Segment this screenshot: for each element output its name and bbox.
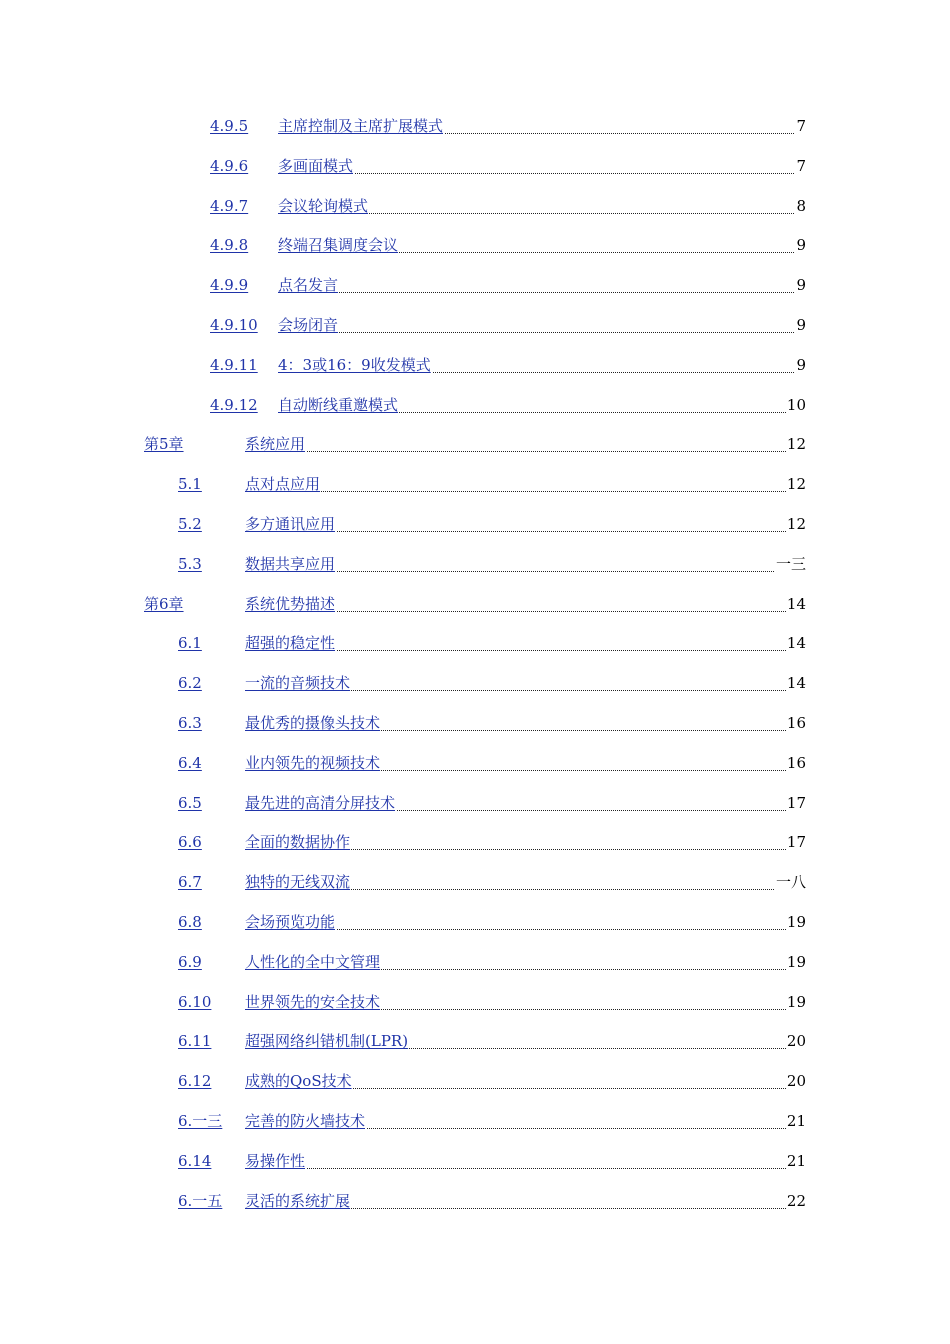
toc-entry-page-number: 20 <box>786 1072 806 1091</box>
toc-entry-number[interactable]: 第6章 <box>144 594 184 613</box>
toc-entry-number[interactable]: 4.9.11 <box>210 355 258 374</box>
toc-entry-title[interactable]: 独特的无线双流 <box>245 873 351 892</box>
toc-entry-number[interactable]: 4.9.7 <box>210 196 249 215</box>
toc-entry-page-number: 12 <box>786 475 806 494</box>
toc-entry-number[interactable]: 6.2 <box>178 674 202 693</box>
toc-entry-number[interactable]: 5.3 <box>178 554 202 573</box>
toc-entry[interactable] <box>0 672 950 712</box>
toc-entry[interactable] <box>0 1070 950 1110</box>
toc-entry-title[interactable]: 超强的稳定性 <box>245 634 336 653</box>
toc-entry-number[interactable]: 5.2 <box>178 514 202 533</box>
toc-entry-page-number: 8 <box>796 196 806 215</box>
toc-entry-page-number: 7 <box>796 117 806 135</box>
toc-dot-leader <box>278 314 800 333</box>
toc-entry-page-number: 22 <box>786 1191 806 1210</box>
toc-entry-page-number: 9 <box>796 236 806 255</box>
toc-entry-title[interactable]: 4：3或16：9收发模式 <box>278 355 431 374</box>
toc-entry-page-number: 9 <box>796 355 806 374</box>
toc-entry[interactable] <box>0 712 950 752</box>
toc-dot-leader <box>278 155 800 174</box>
toc-entry-page-number: 17 <box>786 833 806 852</box>
toc-entry[interactable] <box>0 513 950 553</box>
toc-entry-number[interactable]: 6.5 <box>178 793 202 812</box>
toc-entry[interactable] <box>0 1110 950 1150</box>
toc-entry[interactable] <box>0 274 950 314</box>
table-of-contents <box>0 115 950 1229</box>
toc-entry[interactable] <box>0 1150 950 1190</box>
toc-entry-page-number: 14 <box>786 594 806 613</box>
toc-entry-number[interactable]: 6.8 <box>178 912 202 931</box>
toc-dot-leader <box>245 1150 800 1169</box>
toc-entry-title[interactable]: 会场预览功能 <box>245 912 336 931</box>
toc-entry[interactable] <box>0 234 950 274</box>
toc-entry-number[interactable]: 6.9 <box>178 952 202 971</box>
toc-entry-title[interactable]: 自动断线重邀模式 <box>278 395 399 414</box>
toc-entry-number[interactable]: 6.7 <box>178 873 202 892</box>
toc-entry-page-number: 一三 <box>775 554 806 573</box>
toc-entry[interactable] <box>0 752 950 792</box>
toc-entry-title[interactable]: 多画面模式 <box>278 156 354 175</box>
toc-entry-page-number: 10 <box>786 395 806 414</box>
toc-entry-title[interactable]: 最优秀的摄像头技术 <box>245 713 381 732</box>
toc-entry[interactable] <box>0 1190 950 1230</box>
toc-dot-leader <box>278 274 800 293</box>
toc-entry-title[interactable]: 会场闭音 <box>278 315 339 334</box>
toc-entry-title[interactable]: 会议轮询模式 <box>278 196 369 215</box>
toc-entry-title[interactable]: 系统优势描述 <box>245 594 336 613</box>
toc-entry-number[interactable]: 4.9.12 <box>210 395 258 414</box>
toc-entry-page-number: 一八 <box>775 873 806 892</box>
toc-entry-page-number: 16 <box>786 753 806 772</box>
toc-entry-page-number: 19 <box>786 992 806 1011</box>
toc-entry[interactable] <box>0 951 950 991</box>
toc-entry[interactable] <box>0 473 950 513</box>
toc-entry-title[interactable]: 点名发言 <box>278 276 339 295</box>
toc-entry-title[interactable]: 成熟的QoS技术 <box>245 1072 352 1091</box>
toc-dot-leader <box>245 473 800 492</box>
toc-entry-title[interactable]: 超强网络纠错机制(LPR) <box>245 1032 409 1051</box>
toc-entry[interactable] <box>0 433 950 473</box>
toc-entry[interactable] <box>0 871 950 911</box>
toc-entry-page-number: 14 <box>786 674 806 693</box>
toc-entry-title[interactable]: 灵活的系统扩展 <box>245 1191 351 1210</box>
toc-entry-number[interactable]: 6.一三 <box>178 1111 223 1130</box>
toc-entry[interactable] <box>0 792 950 832</box>
toc-entry-number[interactable]: 6.12 <box>178 1072 212 1091</box>
toc-entry-page-number: 21 <box>786 1111 806 1130</box>
toc-entry-page-number: 14 <box>786 634 806 653</box>
toc-entry[interactable] <box>0 831 950 871</box>
toc-entry-title[interactable]: 点对点应用 <box>245 475 321 494</box>
toc-entry-title[interactable]: 最先进的高清分屏技术 <box>245 793 396 812</box>
toc-entry-number[interactable]: 6.一五 <box>178 1191 223 1210</box>
toc-entry-title[interactable]: 全面的数据协作 <box>245 833 351 852</box>
toc-entry[interactable] <box>0 553 950 593</box>
toc-entry-number[interactable]: 6.4 <box>178 753 202 772</box>
toc-entry[interactable] <box>0 911 950 951</box>
toc-entry-title[interactable]: 一流的音频技术 <box>245 674 351 693</box>
toc-entry[interactable] <box>0 354 950 394</box>
toc-entry-number[interactable]: 4.9.5 <box>210 117 249 135</box>
toc-entry-number[interactable]: 6.14 <box>178 1151 212 1170</box>
toc-entry-title[interactable]: 世界领先的安全技术 <box>245 992 381 1011</box>
toc-entry-title[interactable]: 数据共享应用 <box>245 554 336 573</box>
toc-entry[interactable] <box>0 593 950 633</box>
toc-entry-title[interactable]: 完善的防火墙技术 <box>245 1111 366 1130</box>
toc-entry-title[interactable]: 人性化的全中文管理 <box>245 952 381 971</box>
toc-entry-number[interactable]: 第5章 <box>144 435 184 454</box>
toc-entry-number[interactable]: 6.1 <box>178 634 202 653</box>
toc-dot-leader <box>245 433 800 452</box>
toc-entry-number[interactable]: 4.9.10 <box>210 315 258 334</box>
toc-entry-number[interactable]: 6.10 <box>178 992 212 1011</box>
toc-entry-title[interactable]: 终端召集调度会议 <box>278 236 399 255</box>
toc-entry-page-number: 12 <box>786 435 806 454</box>
toc-entry[interactable] <box>0 394 950 434</box>
toc-entry-page-number: 12 <box>786 514 806 533</box>
toc-entry-page-number: 9 <box>796 315 806 334</box>
toc-entry-title[interactable]: 主席控制及主席扩展模式 <box>278 117 444 135</box>
toc-entry-page-number: 16 <box>786 713 806 732</box>
toc-entry[interactable] <box>0 314 950 354</box>
toc-entry-title[interactable]: 多方通讯应用 <box>245 514 336 533</box>
toc-entry-title[interactable]: 易操作性 <box>245 1151 306 1170</box>
toc-entry-number[interactable]: 5.1 <box>178 475 202 494</box>
toc-entry-page-number: 19 <box>786 952 806 971</box>
toc-entry-page-number: 7 <box>796 156 806 175</box>
toc-entry[interactable] <box>0 1030 950 1070</box>
toc-entry-number[interactable]: 6.11 <box>178 1032 212 1051</box>
toc-entry-page-number: 19 <box>786 912 806 931</box>
toc-entry-number[interactable]: 6.3 <box>178 713 202 732</box>
toc-entry-page-number: 17 <box>786 793 806 812</box>
toc-entry[interactable] <box>0 632 950 672</box>
toc-entry-number[interactable]: 4.9.8 <box>210 236 249 255</box>
toc-entry[interactable] <box>0 115 950 155</box>
toc-entry[interactable] <box>0 155 950 195</box>
toc-entry-number[interactable]: 4.9.9 <box>210 276 249 295</box>
toc-entry[interactable] <box>0 195 950 235</box>
toc-entry-page-number: 9 <box>796 276 806 295</box>
toc-entry[interactable] <box>0 991 950 1031</box>
toc-entry-page-number: 21 <box>786 1151 806 1170</box>
toc-entry-number[interactable]: 6.6 <box>178 833 202 852</box>
toc-entry-title[interactable]: 系统应用 <box>245 435 306 454</box>
toc-entry-title[interactable]: 业内领先的视频技术 <box>245 753 381 772</box>
toc-entry-number[interactable]: 4.9.6 <box>210 156 249 175</box>
toc-entry-page-number: 20 <box>786 1032 806 1051</box>
